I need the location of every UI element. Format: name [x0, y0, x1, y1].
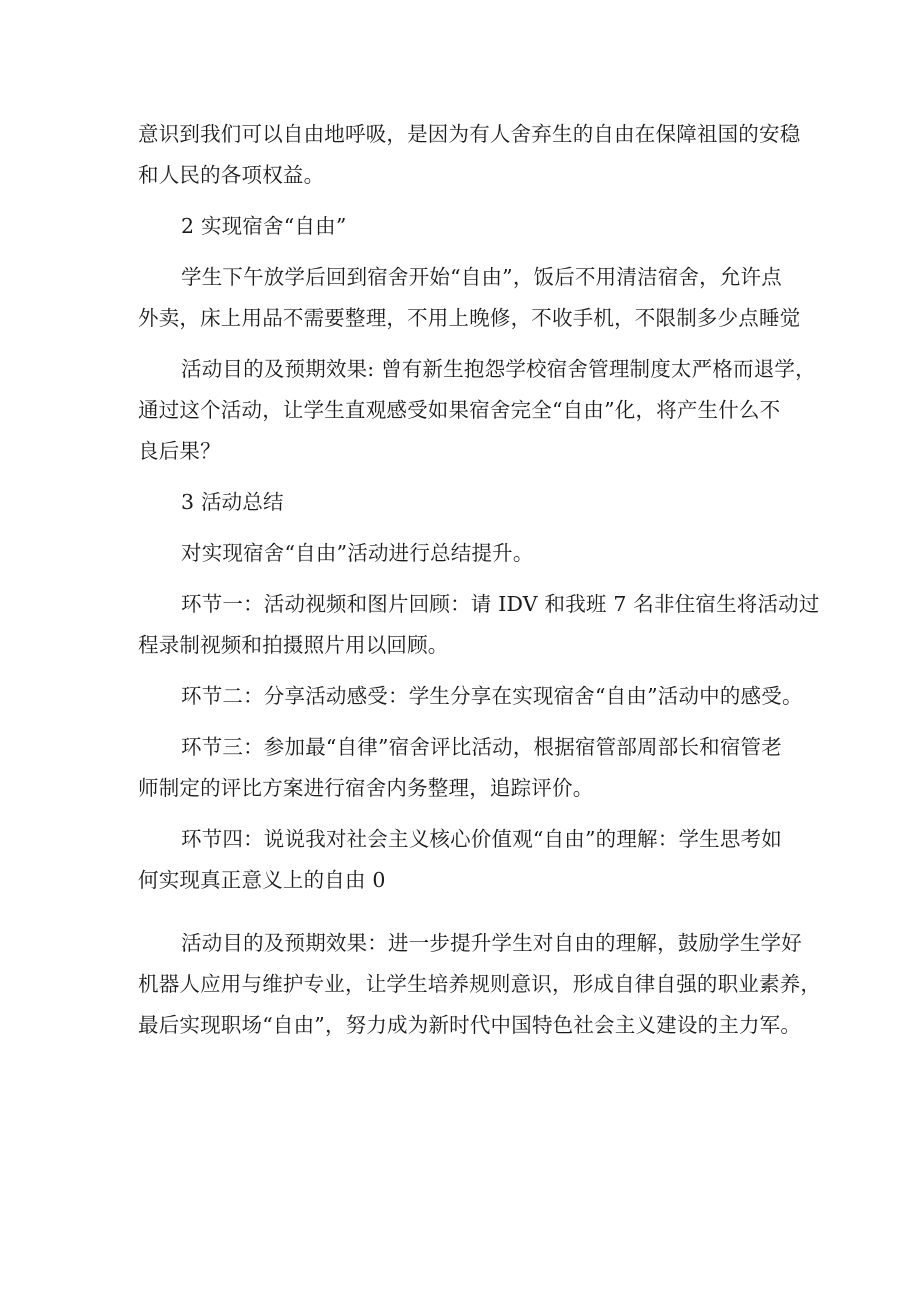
- text-line: 和人民的各项权益。: [138, 163, 325, 187]
- paragraph-8: [138, 676, 803, 717]
- section-heading-3: [138, 482, 798, 523]
- text-line: 机器人应用与维护专业，让学生培养规则意识，形成自律自强的职业素养，: [138, 972, 822, 996]
- text-line: 何实现真正意义上的自由 0: [138, 868, 386, 892]
- text-line: 意识到我们可以自由地呼吸，是因为有人舍弃生的自由在保障祖国的安稳: [138, 122, 801, 146]
- spacer: [138, 911, 798, 923]
- text-line: 外卖，床上用品不需要整理，不用上晚修，不收手机，不限制多少点睡觉: [138, 306, 801, 330]
- text-line: 环节三：参加最“自律”宿舍评比活动，根据宿管部周部长和宿管老: [181, 735, 782, 759]
- document-body: [138, 114, 822, 1056]
- text-line: 良后果？: [138, 439, 221, 463]
- section-heading-text: 2 实现宿舍“自由”: [181, 214, 347, 238]
- section-heading-text: 3 活动总结: [181, 490, 284, 514]
- text-line: 学生下午放学后回到宿舍开始“自由”，饭后不用清洁宿舍，允许点: [181, 265, 782, 289]
- text-line: 师制定的评比方案进行宿舍内务整理，追踪评价。: [138, 776, 594, 800]
- text-line: 通过这个活动，让学生直观感受如果宿舍完全“自由”化，将产生什么不: [138, 398, 781, 422]
- text-line: 活动目的及预期效果: 曾有新生抱怨学校宿舍管理制度太严格而退学，: [181, 357, 816, 381]
- paragraph-3: [138, 257, 801, 339]
- paragraph-10: [138, 819, 798, 901]
- text-line: 环节一：活动视频和图片回顾：请 IDV 和我班 7 名非住宿生将活动过: [181, 592, 820, 616]
- text-line: 活动目的及预期效果：进一步提升学生对自由的理解，鼓励学生学好: [181, 931, 802, 955]
- text-line: 对实现宿舍“自由”活动进行总结提升。: [181, 541, 534, 565]
- text-line: 环节四：说说我对社会主义核心价值观“自由”的理解：学生思考如: [181, 827, 782, 851]
- paragraph-9: [138, 727, 798, 809]
- section-heading-2: [138, 206, 798, 247]
- paragraph-11: [138, 923, 822, 1046]
- paragraph-4: [138, 349, 816, 472]
- text-line: 环节二：分享活动感受：学生分享在实现宿舍“自由”活动中的感受。: [181, 684, 803, 708]
- text-line: 最后实现职场“自由”，努力成为新时代中国特色社会主义建设的主力军。: [138, 1013, 802, 1037]
- paragraph-6: [138, 533, 798, 574]
- paragraph-1: [138, 114, 801, 196]
- paragraph-7: [138, 584, 820, 666]
- text-line: 程录制视频和拍摄照片用以回顾。: [138, 633, 449, 657]
